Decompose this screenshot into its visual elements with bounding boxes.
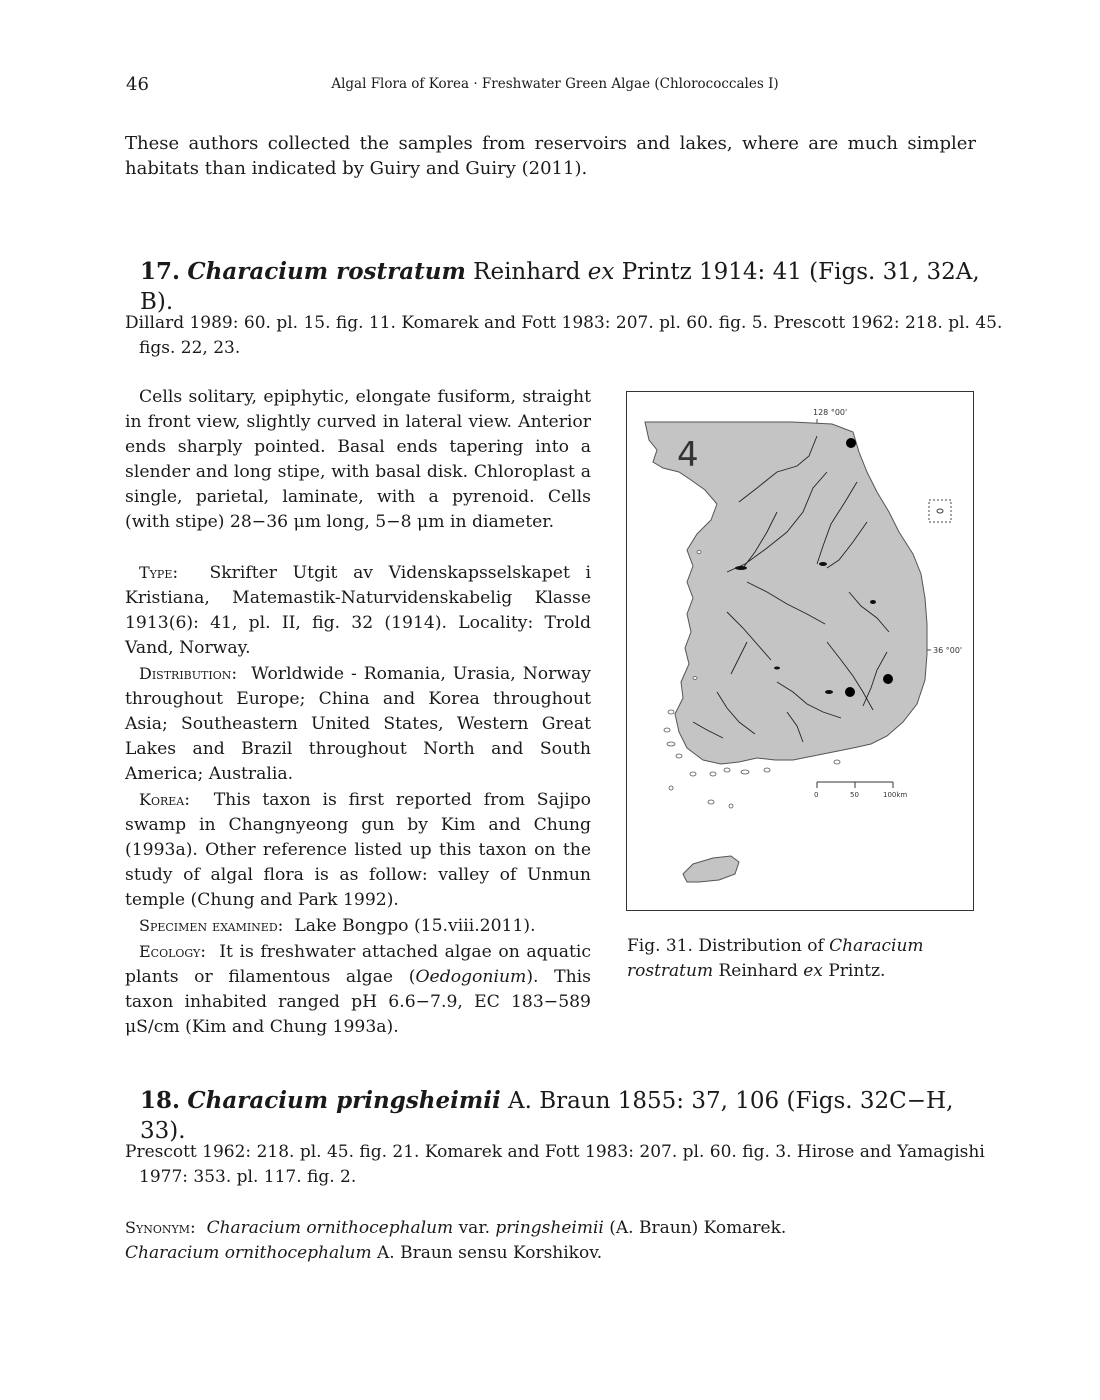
species-17-author-b: Printz 1914: 41 (Figs. 31, 32A, B).	[140, 259, 980, 315]
species-18-number: 18.	[140, 1087, 181, 1114]
intro-paragraph: These authors collected the samples from reservoirs and lakes, where are much simpler habitats than indicated by Guiry and Guiry (2011).	[125, 133, 976, 179]
ecology-section: Ecology: It is freshwater attached algae on aquatic plants or filamentous algae (Oedogonium). This taxon inhabited ranged pH 6.6−7.9, EC 183−589 μS/cm (Kim and Chung 1993a).	[125, 942, 592, 1037]
scale-label-0: 0	[814, 791, 819, 799]
collection-site-marker	[845, 687, 855, 697]
synonym-1-name: Characium ornithocephalum	[206, 1218, 454, 1238]
distribution-section: Distribution: Worldwide - Romania, Urasia, Norway throughout Europe; China and Korea throughout Asia; Southeastern United States, Western Great Lakes and Brazil throughout North and South America; Australia.	[125, 664, 591, 784]
species-17-description: Cells solitary, epiphytic, elongate fusiform, straight in front view, slightly curved in lateral view. Anterior ends sharply pointed. Basal ends tapering into a slender and long stipe, with basal disk. Chloroplast a single, parietal, laminate, with a pyrenoid. Cells (with stipe) 28−36 μm long, 5−8 μm in diameter.	[125, 387, 591, 532]
korea-label: Korea	[139, 790, 185, 809]
korea-distribution-map	[627, 392, 973, 910]
synonym-line-1: Synonym: Characium ornithocephalum var. pringsheimii (A. Braun) Komarek.	[125, 1218, 787, 1238]
latitude-label: 36 °00'	[933, 646, 963, 655]
distribution-label: Distribution	[139, 664, 232, 683]
species-18-name: Characium pringsheimii	[187, 1087, 501, 1114]
dokdo-island	[937, 509, 943, 513]
figure-31-caption	[627, 934, 977, 984]
type-label: Type	[139, 563, 173, 582]
scale-label-50: 50	[850, 791, 859, 799]
species-17-number: 17.	[140, 258, 181, 285]
synonym-2-name: Characium ornithocephalum	[125, 1243, 372, 1263]
type-text: Skrifter Utgit av Videnskapsselskapet i Kristiana, Matemastik-Naturvidenskabelig Klasse 1913(6): 41, pl. II, fig. 32 (1914). Locality: Trold Vand, Norway.	[125, 563, 591, 658]
type-section: Type: Skrifter Utgit av Videnskapsselskapet i Kristiana, Matemastik-Naturvidenskabelig Klasse 1913(6): 41, pl. II, fig. 32 (1914). Locality: Trold Vand, Norway.	[125, 563, 591, 658]
dokdo-inset	[929, 500, 951, 522]
species-17-name: Characium rostratum	[187, 258, 466, 285]
distribution-text: Worldwide - Romania, Urasia, Norway throughout Europe; China and Korea throughout Asia; Southeastern United States, Western Great Lakes and Brazil throughout North and South America; Australia.	[125, 664, 591, 784]
species-17-body	[125, 385, 591, 1040]
species-17-heading	[140, 257, 1000, 317]
jeju-island	[683, 856, 739, 882]
species-17-references	[125, 311, 1005, 361]
ecology-genus: Oedogonium	[415, 967, 527, 987]
synonym-1-epithet: pringsheimii	[495, 1218, 604, 1238]
species-17-refs-line2: figs. 22, 23.	[139, 338, 241, 358]
running-head: Algal Flora of Korea · Freshwater Green Algae (Chlorococcales I)	[331, 76, 779, 92]
species-17-author-a: Reinhard	[473, 259, 581, 285]
ecology-text-a: It is freshwater attached algae on aquatic plants or filamentous algae (	[125, 942, 591, 987]
map-mark: 4	[677, 435, 699, 475]
synonym-1-var: var.	[458, 1218, 490, 1238]
species-17-ex: ex	[587, 259, 615, 285]
synonym-label: Synonym	[125, 1218, 191, 1237]
ecology-text-b: ). This taxon inhabited ranged pH 6.6−7.9, EC 183−589 μS/cm (Kim and Chung 1993a).	[125, 967, 592, 1037]
longitude-label: 128 °00'	[813, 408, 848, 417]
korea-section: Korea: This taxon is first reported from Sajipo swamp in Changnyeong gun by Kim and Chung (1993a). Other reference listed up this taxon on the study of algal flora is as follow: valley of Unmun temple (Chung and Park 1992).	[125, 790, 592, 910]
caption-ex: ex	[803, 961, 823, 981]
species-18-refs-line2: 1977: 353. pl. 117. fig. 2.	[139, 1167, 357, 1187]
specimen-section: Specimen examined: Lake Bongpo (15.viii.2011).	[139, 916, 536, 936]
species-18-references	[125, 1140, 1005, 1190]
specimen-text: Lake Bongpo (15.viii.2011).	[294, 916, 536, 936]
synonym-section	[125, 1215, 1005, 1266]
scale-bar	[814, 782, 907, 799]
page-number: 46	[126, 74, 149, 95]
species-18-author: A. Braun 1855: 37, 106 (Figs. 32C−H, 33).	[140, 1088, 954, 1144]
caption-species-name: Characium rostratum	[627, 936, 924, 981]
scale-label-100km: 100km	[883, 791, 908, 799]
caption-author-b: Printz.	[828, 961, 886, 981]
collection-site-marker	[883, 674, 893, 684]
caption-author-a: Reinhard	[718, 961, 798, 981]
figure-31-box	[626, 391, 974, 911]
species-18-refs-line1: Prescott 1962: 218. pl. 45. fig. 21. Komarek and Fott 1983: 207. pl. 60. fig. 3. Hirose and Yamagishi	[125, 1142, 985, 1162]
synonym-line-2	[125, 1241, 1005, 1266]
species-17-refs-line1: Dillard 1989: 60. pl. 15. fig. 11. Komarek and Fott 1983: 207. pl. 60. fig. 5. Prescott 1962: 218. pl. 45.	[125, 313, 1003, 333]
species-18-heading	[140, 1086, 1000, 1146]
synonym-2-author: A. Braun sensu Korshikov.	[377, 1243, 603, 1263]
synonym-1-author: (A. Braun) Komarek.	[609, 1218, 787, 1238]
ecology-label: Ecology	[139, 942, 201, 961]
korea-text: This taxon is first reported from Sajipo swamp in Changnyeong gun by Kim and Chung (1993a). Other reference listed up this taxon on the study of algal flora is as follow: valley of Unmun temple (Chung and Park 1992).	[125, 790, 592, 910]
specimen-label: Specimen examined	[139, 916, 278, 935]
collection-site-marker	[846, 438, 856, 448]
caption-prefix: Fig. 31. Distribution of	[627, 936, 824, 956]
